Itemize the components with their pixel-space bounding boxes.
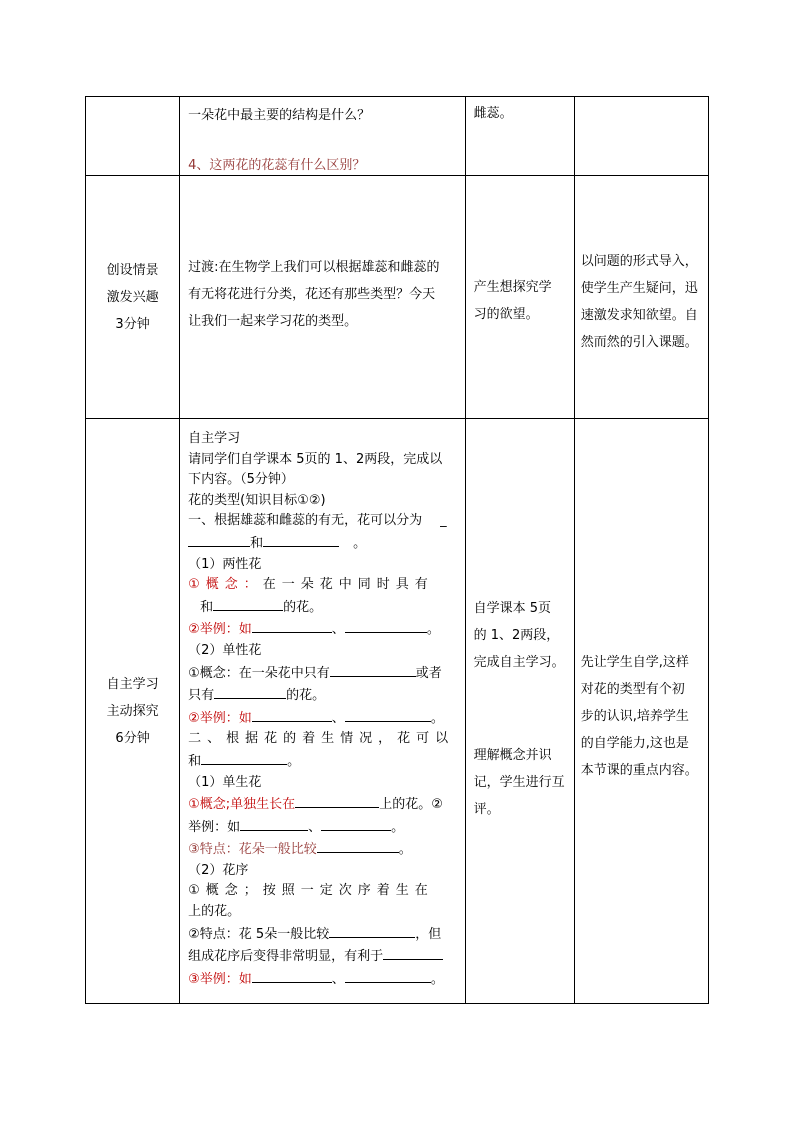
- blank-field[interactable]: [252, 618, 332, 633]
- definition-line: ①概念；按照一定次序着生在: [188, 883, 434, 899]
- punctuation: 。: [430, 710, 444, 726]
- table-row: [86, 97, 709, 176]
- definition-text: 的花。: [286, 688, 326, 704]
- stage-label-2: 主动探究: [106, 703, 159, 719]
- instruction-line: 下内容。（5分钟）: [188, 472, 294, 488]
- example-line: [188, 707, 458, 730]
- definition-text: 上的花。②: [379, 797, 443, 813]
- punctuation: 。: [353, 535, 367, 551]
- content-cell: [180, 97, 465, 176]
- transition-line: 有无将花进行分类，花还有那些类型？今天: [188, 287, 436, 302]
- definition-text: ①概念：在一朵花中只有: [188, 665, 330, 681]
- stage-label-2: 激发兴趣: [106, 289, 159, 305]
- feature-text: ③特点：花朵一般比较: [188, 842, 317, 858]
- feature-line: [188, 838, 458, 861]
- fill-line: [188, 750, 458, 773]
- lesson-plan-table: [85, 96, 709, 1004]
- stage-duration: 6分钟: [115, 730, 150, 746]
- example-line: [188, 816, 458, 839]
- definition-text: ①概念;单独生长在: [188, 797, 296, 813]
- label-text: ③举例：如: [188, 971, 252, 987]
- instruction-line: 请同学们自学课本 5页的 1、2两段，完成以: [188, 451, 443, 467]
- punctuation: 、: [331, 710, 345, 726]
- blank-field[interactable]: [329, 923, 415, 938]
- student-cell: [465, 97, 574, 176]
- question-line: [188, 511, 458, 532]
- student-activity: 产生想探究学: [473, 280, 552, 295]
- subheading: （2）单性花: [188, 642, 262, 658]
- blank-field[interactable]: [213, 596, 283, 611]
- intent-line: 对花的类型有个初: [580, 682, 685, 697]
- intent-line: 使学生产生疑问，迅: [580, 281, 698, 296]
- blank-field[interactable]: [188, 532, 250, 547]
- content-cell: [180, 419, 465, 1004]
- subheading: （1）两性花: [188, 556, 262, 572]
- blank-field[interactable]: [345, 618, 427, 633]
- subheading: （1）单生花: [188, 774, 262, 790]
- label-text: ②举例：如: [188, 710, 252, 726]
- blank-field[interactable]: [317, 838, 399, 853]
- intent-cell: [574, 97, 708, 176]
- intent-line: 先让学生自学,这样: [580, 655, 689, 670]
- blank-field[interactable]: [201, 750, 287, 765]
- connector-text: ，但: [415, 926, 442, 942]
- intent-line: 的自学能力,这也是: [580, 736, 689, 751]
- punctuation: 。: [398, 842, 412, 858]
- student-activity: 完成自主学习。: [473, 655, 565, 670]
- label-text: 举例：如: [188, 819, 241, 835]
- student-activity: 的 1、2两段，: [473, 628, 560, 643]
- fill-line: [188, 596, 458, 619]
- definition-line: 上的花。: [188, 904, 241, 920]
- section-heading: 自主学习: [188, 431, 241, 446]
- intent-cell: [574, 419, 708, 1004]
- question-difference: 4、这两花的花蕊有什么区别？: [188, 158, 366, 173]
- blank-field[interactable]: [252, 707, 332, 722]
- table-row: [86, 419, 709, 1004]
- stage-duration: 3分钟: [115, 316, 150, 332]
- intent-line: 以问题的形式导入，: [580, 254, 698, 269]
- topic-line: 花的类型(知识目标①②): [188, 492, 326, 508]
- student-activity: 理解概念并识: [473, 748, 552, 763]
- intent-line: 本节课的重点内容。: [580, 763, 698, 778]
- label-text: ②举例：如: [188, 622, 252, 638]
- definition-text: 的花。: [283, 599, 323, 615]
- stage-cell: [86, 97, 180, 176]
- punctuation: 、: [308, 819, 322, 835]
- student-activity: 记，学生进行互: [473, 775, 565, 790]
- stage-label-1: 自主学习: [106, 676, 159, 692]
- connector-text: 只有: [188, 688, 215, 704]
- table-row: [86, 176, 709, 419]
- connector-text: 和: [250, 535, 264, 551]
- question-main-structure: 一朵花中最主要的结构是什么？: [188, 108, 371, 123]
- blank-field[interactable]: [383, 945, 443, 960]
- student-activity: 评。: [473, 802, 500, 817]
- feature-text: ②特点：花 5朵一般比较: [188, 926, 330, 942]
- definition-line: [188, 793, 458, 816]
- stage-cell: [86, 419, 180, 1004]
- blank-field[interactable]: [295, 793, 379, 808]
- blank-mark: _: [440, 513, 447, 529]
- definition-text: 在一朵花中同时具有: [262, 577, 434, 593]
- transition-line: 让我们一起来学习花的类型。: [188, 314, 358, 329]
- blank-field[interactable]: [214, 684, 286, 699]
- example-line: [188, 968, 458, 991]
- blank-field[interactable]: [252, 968, 332, 983]
- punctuation: 。: [287, 753, 301, 769]
- subheading: （2）花序: [188, 862, 249, 878]
- question-text: 一、根据雄蕊和雌蕊的有无，花可以分为: [188, 513, 423, 529]
- feature-text: 组成花序后变得非常明显，有利于: [188, 949, 384, 965]
- punctuation: 、: [331, 622, 345, 638]
- question-line: 二、根据花的着生情况，花可以: [188, 731, 455, 747]
- intent-line: 速激发求知欲望。自: [580, 308, 698, 323]
- blank-field[interactable]: [345, 968, 431, 983]
- connector-text: 和: [188, 753, 202, 769]
- student-cell: [465, 176, 574, 419]
- intent-cell: [574, 176, 708, 419]
- feature-line: [188, 923, 458, 946]
- punctuation: 。: [391, 819, 405, 835]
- blank-field[interactable]: [321, 816, 391, 831]
- student-activity: 自学课本 5页: [473, 601, 551, 616]
- feature-line: [188, 945, 458, 968]
- stage-cell: [86, 176, 180, 419]
- blank-field[interactable]: [263, 532, 339, 547]
- student-activity: 习的欲望。: [473, 307, 539, 322]
- fill-line: [188, 684, 458, 707]
- punctuation: 、: [331, 971, 345, 987]
- stage-label-1: 创设情景: [106, 262, 159, 278]
- punctuation: 。: [426, 622, 440, 638]
- definition-line: [188, 662, 458, 685]
- label-text: ①概念：: [188, 577, 263, 593]
- example-line: [188, 618, 458, 641]
- student-answer: 雌蕊。: [473, 106, 513, 121]
- transition-line: 过渡:在生物学上我们可以根据雄蕊和雌蕊的: [188, 260, 440, 275]
- content-cell: [180, 176, 465, 419]
- punctuation: 。: [430, 971, 444, 987]
- connector-text: 或者: [415, 665, 442, 681]
- blank-field[interactable]: [345, 707, 431, 722]
- student-cell: [465, 419, 574, 1004]
- intent-line: 然而然的引入课题。: [580, 335, 698, 350]
- blank-field[interactable]: [330, 662, 416, 677]
- connector-text: 和: [200, 599, 214, 615]
- fill-line: [188, 532, 458, 555]
- intent-line: 步的认识,培养学生: [580, 709, 689, 724]
- definition-line: [188, 575, 458, 596]
- blank-field[interactable]: [240, 816, 308, 831]
